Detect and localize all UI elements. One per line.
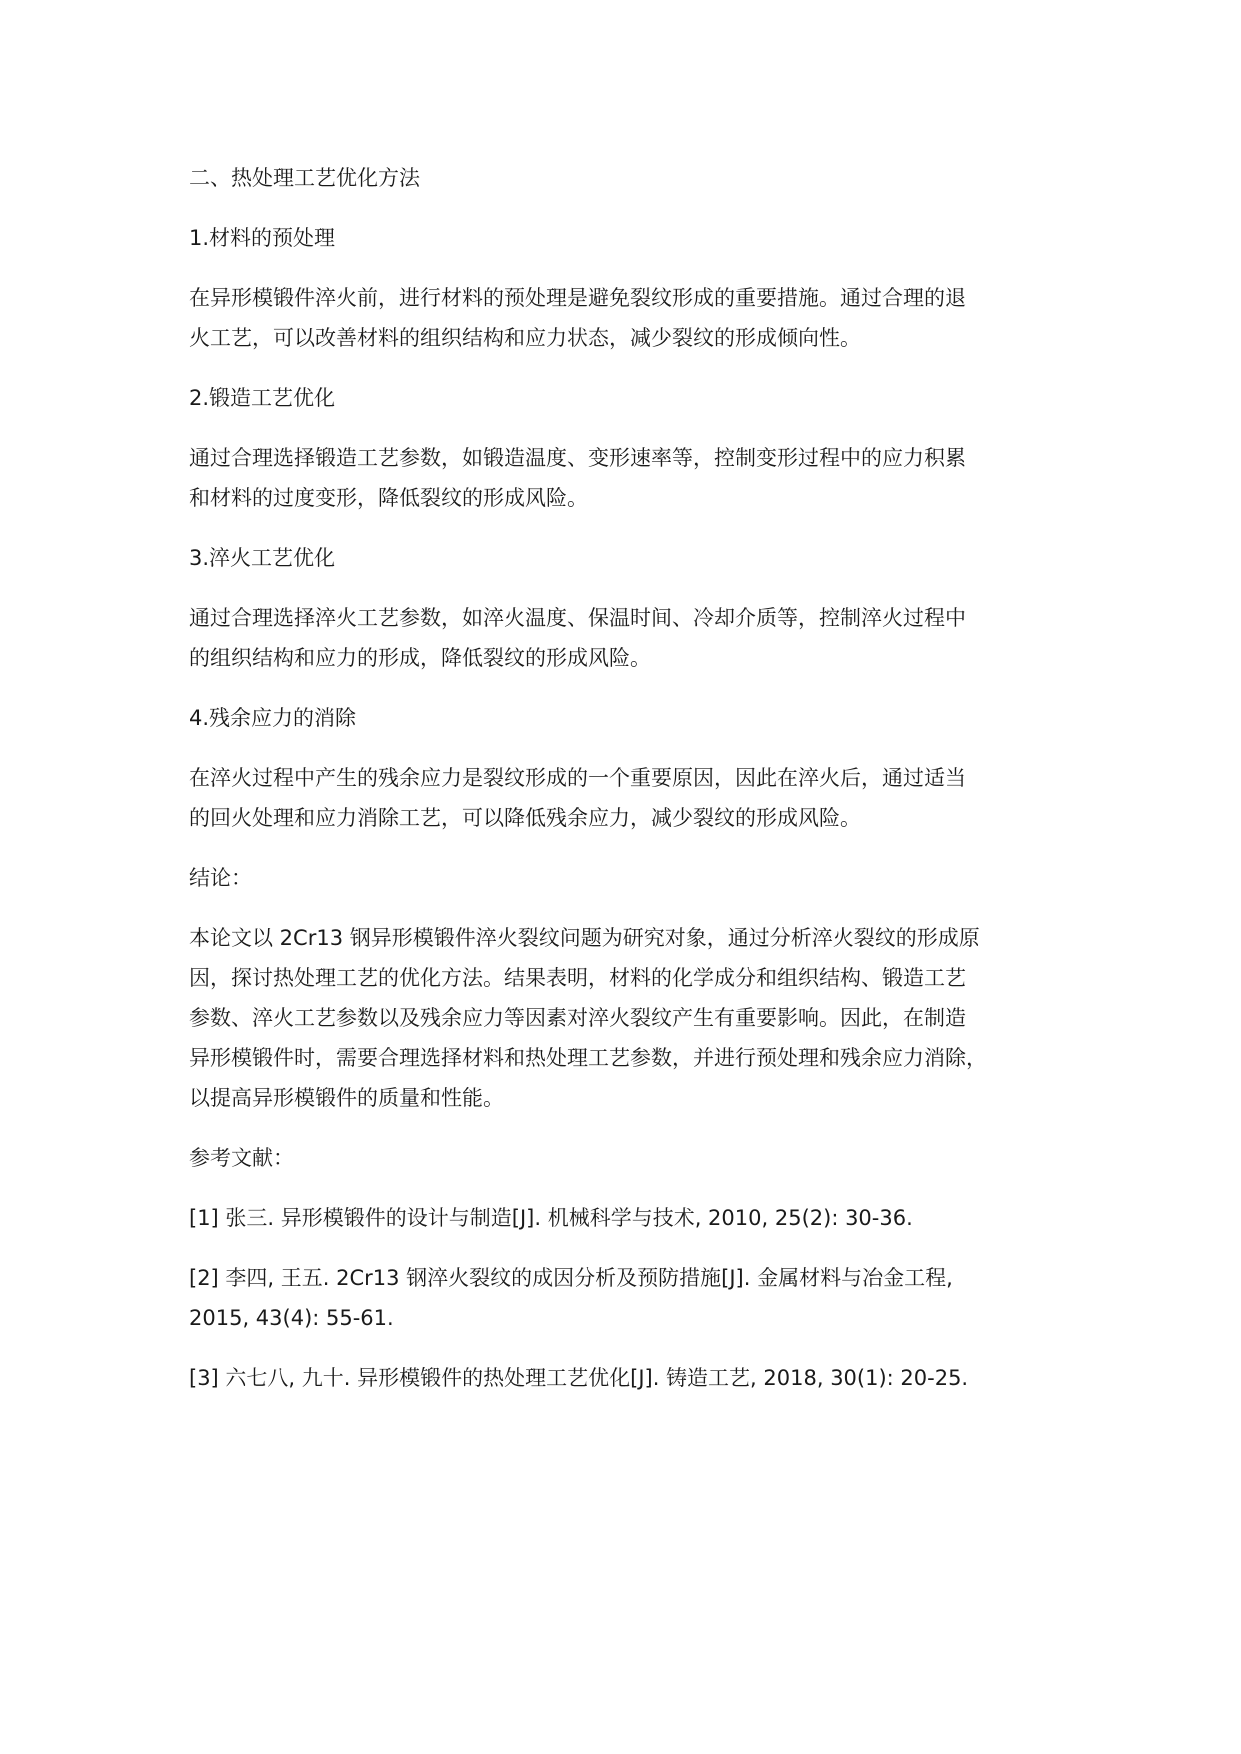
paragraph-line: 本论文以 2Cr13 钢异形模锻件淬火裂纹问题为研究对象，通过分析淬火裂纹的形成原: [189, 926, 980, 950]
item-paragraph: [189, 278, 1089, 358]
document-body: [189, 158, 1089, 1398]
references-heading: 参考文献：: [189, 1146, 294, 1170]
reference-entry: [189, 1358, 1089, 1398]
section-title: 二、热处理工艺优化方法: [189, 166, 420, 190]
reference-entry: [189, 1198, 1089, 1238]
paragraph-line: 的回火处理和应力消除工艺，可以降低残余应力，减少裂纹的形成风险。: [189, 806, 861, 830]
conclusion-heading: 结论：: [189, 866, 252, 890]
paragraph-line: 以提高异形模锻件的质量和性能。: [189, 1086, 504, 1110]
reference-line: [2] 李四, 王五. 2Cr13 钢淬火裂纹的成因分析及预防措施[J]. 金属材料与冶金工程,: [189, 1266, 953, 1290]
paragraph-line: 通过合理选择锻造工艺参数，如锻造温度、变形速率等，控制变形过程中的应力积累: [189, 446, 966, 470]
paragraph-line: 火工艺，可以改善材料的组织结构和应力状态，减少裂纹的形成倾向性。: [189, 326, 861, 350]
reference-entry: [189, 1258, 1089, 1338]
paragraph-line: 在淬火过程中产生的残余应力是裂纹形成的一个重要原因，因此在淬火后，通过适当: [189, 766, 966, 790]
paragraph-line: 因，探讨热处理工艺的优化方法。结果表明，材料的化学成分和组织结构、锻造工艺: [189, 966, 966, 990]
conclusion-paragraph: [189, 918, 1089, 1118]
item-heading: 1.材料的预处理: [189, 226, 336, 250]
paragraph-line: 的组织结构和应力的形成，降低裂纹的形成风险。: [189, 646, 651, 670]
paragraph-line: 和材料的过度变形，降低裂纹的形成风险。: [189, 486, 588, 510]
reference-line: 2015, 43(4): 55-61.: [189, 1306, 394, 1330]
item-heading: 4.残余应力的消除: [189, 706, 357, 730]
paragraph-line: 异形模锻件时，需要合理选择材料和热处理工艺参数，并进行预处理和残余应力消除，: [189, 1046, 987, 1070]
paragraph-line: 参数、淬火工艺参数以及残余应力等因素对淬火裂纹产生有重要影响。因此，在制造: [189, 1006, 966, 1030]
item-heading: 3.淬火工艺优化: [189, 546, 336, 570]
paragraph-line: 在异形模锻件淬火前，进行材料的预处理是避免裂纹形成的重要措施。通过合理的退: [189, 286, 966, 310]
item-heading: 2.锻造工艺优化: [189, 386, 336, 410]
reference-line: [1] 张三. 异形模锻件的设计与制造[J]. 机械科学与技术, 2010, 25(2): 30-36.: [189, 1206, 913, 1230]
item-paragraph: [189, 438, 1089, 518]
reference-line: [3] 六七八, 九十. 异形模锻件的热处理工艺优化[J]. 铸造工艺, 2018, 30(1): 20-25.: [189, 1366, 969, 1390]
item-paragraph: [189, 598, 1089, 678]
item-paragraph: [189, 758, 1089, 838]
paragraph-line: 通过合理选择淬火工艺参数，如淬火温度、保温时间、冷却介质等，控制淬火过程中: [189, 606, 966, 630]
